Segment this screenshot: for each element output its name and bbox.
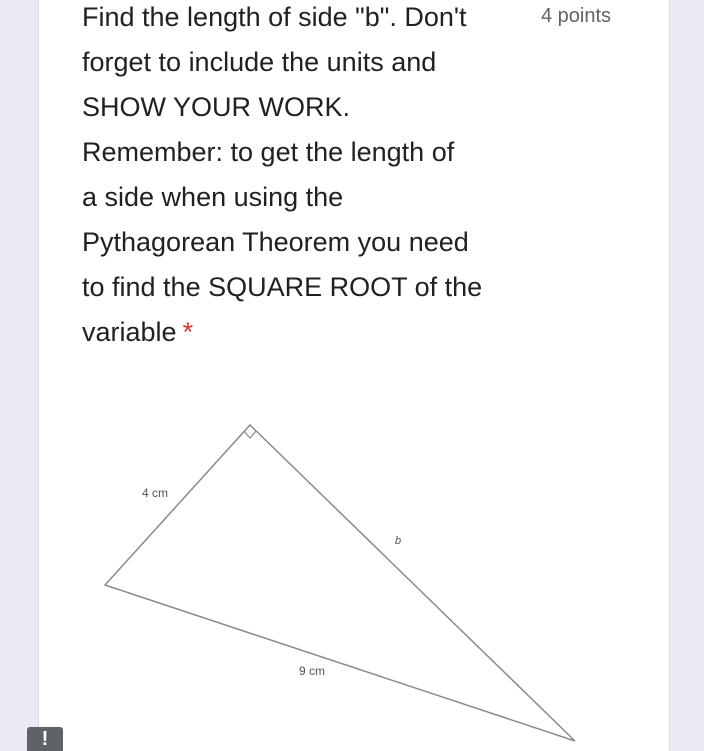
question-line-last	[82, 310, 532, 355]
triangle-diagram	[95, 415, 585, 751]
points-label: 4 points	[541, 5, 612, 27]
question-line: forget to include the units and	[82, 47, 437, 77]
question-text	[82, 0, 532, 355]
side-a-label: 4 cm	[142, 486, 169, 500]
question-line: Remember: to get the length of	[82, 137, 455, 167]
question-line: a side when using the	[82, 182, 344, 212]
triangle-figure	[95, 415, 585, 751]
required-asterisk: *	[182, 317, 194, 347]
triangle-shape	[105, 425, 575, 741]
question-line: to find the SQUARE ROOT of the	[82, 272, 483, 302]
question-line: Find the length of side "b". Don't	[82, 2, 467, 32]
question-line: SHOW YOUR WORK.	[82, 92, 351, 122]
question-line: variable	[82, 317, 177, 347]
question-line: Pythagorean Theorem you need	[82, 227, 469, 257]
alert-icon[interactable]: !	[27, 727, 63, 751]
hypotenuse-label: 9 cm	[299, 664, 326, 678]
right-angle-marker	[244, 431, 256, 438]
side-b-label: b	[395, 535, 402, 547]
